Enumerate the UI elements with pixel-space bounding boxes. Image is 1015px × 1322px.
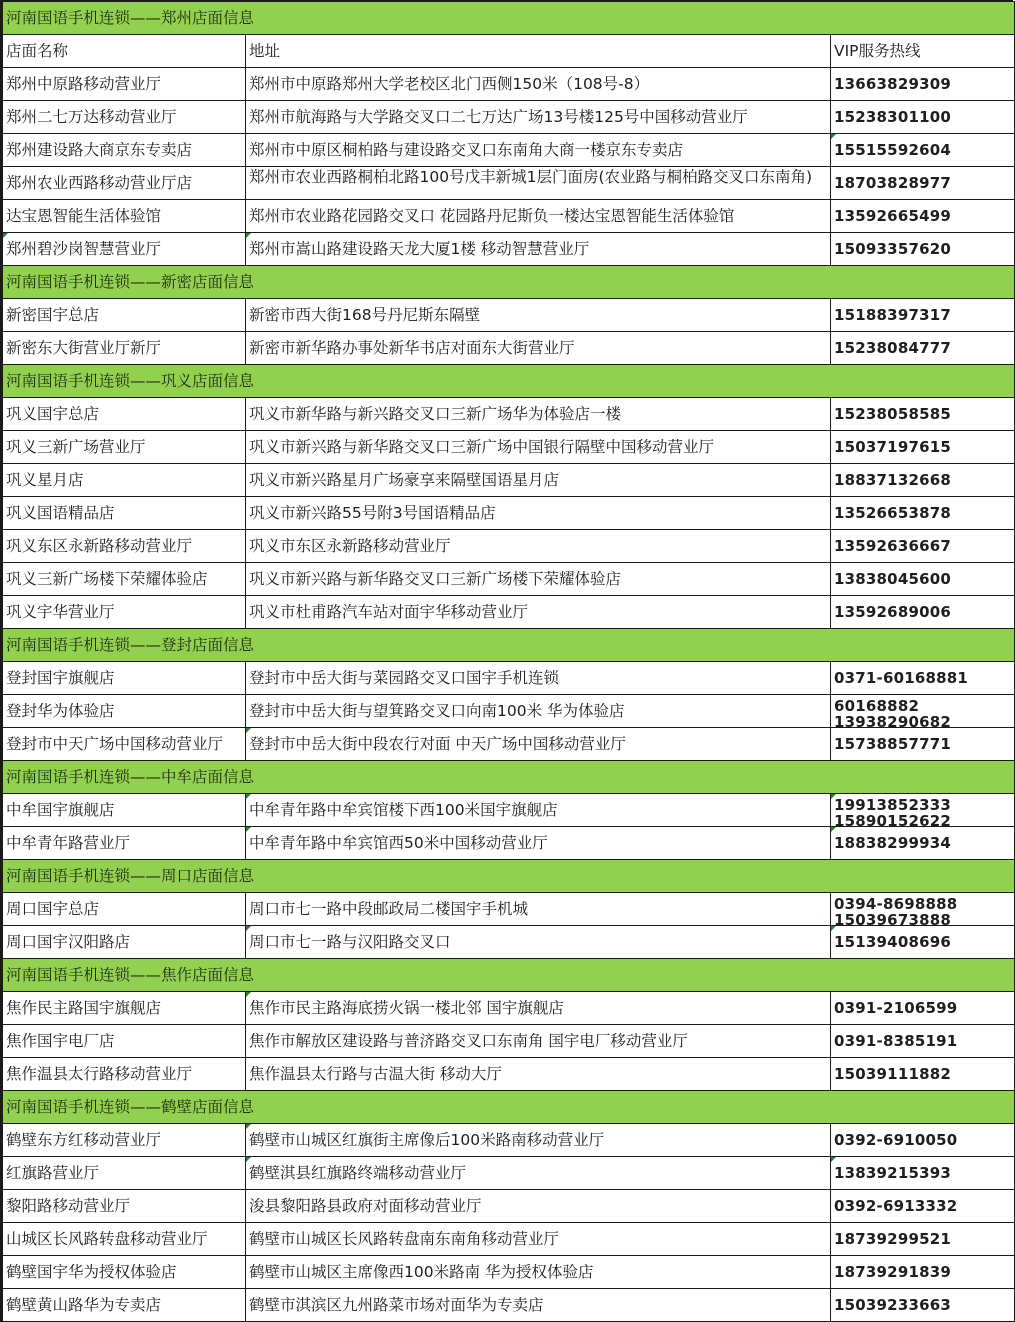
store-phone[interactable]: 15093357620: [831, 233, 1015, 266]
table-row: [3, 1289, 1015, 1322]
store-address[interactable]: 巩义市新兴路星月广场豪享来隔壁国语星月店: [246, 464, 831, 497]
store-address[interactable]: 焦作温县太行路与古温大街 移动大厅: [246, 1058, 831, 1091]
store-name[interactable]: 新密国宇总店: [3, 299, 246, 332]
section-header-hebi: [3, 1091, 1015, 1124]
store-address[interactable]: 巩义市东区永新路移动营业厅: [246, 530, 831, 563]
store-phone[interactable]: 15039111882: [831, 1058, 1015, 1091]
table-row: [3, 530, 1015, 563]
store-name[interactable]: 新密东大街营业厅新厅: [3, 332, 246, 365]
store-phone[interactable]: 13838045600: [831, 563, 1015, 596]
section-title: 河南国语手机连锁——周口店面信息: [3, 860, 1015, 893]
store-address[interactable]: 郑州市航海路与大学路交叉口二七万达广场13号楼125号中国移动营业厅: [246, 101, 831, 134]
store-phone: 19913852333: [834, 796, 952, 814]
store-address[interactable]: 巩义市新兴路55号附3号国语精品店: [246, 497, 831, 530]
table-row: [3, 794, 1015, 827]
store-address[interactable]: 鹤壁淇县红旗路终端移动营业厅: [246, 1157, 831, 1190]
section-header-xinmi: [3, 266, 1015, 299]
store-name[interactable]: 巩义国语精品店: [3, 497, 246, 530]
table-row: [3, 398, 1015, 431]
store-phone[interactable]: 13592689006: [831, 596, 1015, 629]
store-address[interactable]: 鹤壁市山城区主席像西100米路南 华为授权体验店: [246, 1256, 831, 1289]
section-title: 河南国语手机连锁——巩义店面信息: [3, 365, 1015, 398]
section-title: 河南国语手机连锁——登封店面信息: [3, 629, 1015, 662]
store-phone[interactable]: 15039233663: [831, 1289, 1015, 1322]
store-name[interactable]: 巩义东区永新路移动营业厅: [3, 530, 246, 563]
store-address[interactable]: 巩义市新兴路与新华路交叉口三新广场楼下荣耀体验店: [246, 563, 831, 596]
store-phone[interactable]: 0391-8385191: [831, 1025, 1015, 1058]
store-name[interactable]: 登封市中天广场中国移动营业厅: [3, 728, 246, 761]
table-row: [3, 68, 1015, 101]
column-header-address: 地址: [246, 35, 831, 68]
store-phone[interactable]: 13592636667: [831, 530, 1015, 563]
store-phone[interactable]: 15037197615: [831, 431, 1015, 464]
store-phone: 0394-8698888: [834, 895, 958, 913]
store-name[interactable]: 鹤壁黄山路华为专卖店: [3, 1289, 246, 1322]
table-row: [3, 299, 1015, 332]
table-row: [3, 101, 1015, 134]
store-name[interactable]: 黎阳路移动营业厅: [3, 1190, 246, 1223]
store-address[interactable]: 新密市西大街168号丹尼斯东隔壁: [246, 299, 831, 332]
store-phone[interactable]: 13839215393: [831, 1157, 1015, 1190]
section-title: 河南国语手机连锁——新密店面信息: [3, 266, 1015, 299]
store-address[interactable]: 鹤壁市淇滨区九州路菜市场对面华为专卖店: [246, 1289, 831, 1322]
table-row: [3, 332, 1015, 365]
store-phone[interactable]: 13526653878: [831, 497, 1015, 530]
table-row: [3, 200, 1015, 233]
store-name[interactable]: 郑州二七万达移动营业厅: [3, 101, 246, 134]
section-title: 河南国语手机连锁——鹤壁店面信息: [3, 1091, 1015, 1124]
store-phone[interactable]: 18837132668: [831, 464, 1015, 497]
store-phone[interactable]: 15139408696: [831, 926, 1015, 959]
table-row: [3, 596, 1015, 629]
column-header-phone: VIP服务热线: [831, 35, 1015, 68]
store-address[interactable]: 郑州市农业路花园路交叉口 花园路丹尼斯负一楼达宝恩智能生活体验馆: [246, 200, 831, 233]
table-row: [3, 926, 1015, 959]
table-row: [3, 464, 1015, 497]
store-name[interactable]: 巩义宇华营业厅: [3, 596, 246, 629]
store-table: [2, 1, 1015, 1322]
store-address[interactable]: 登封市中岳大街与望箕路交叉口向南100米 华为体验店: [246, 695, 831, 728]
store-name[interactable]: 山城区长风路转盘移动营业厅: [3, 1223, 246, 1256]
store-phone[interactable]: 13663829309: [831, 68, 1015, 101]
store-address[interactable]: 鹤壁市山城区红旗街主席像后100米路南移动营业厅: [246, 1124, 831, 1157]
table-row: [3, 167, 1015, 200]
store-phone[interactable]: 15515592604: [831, 134, 1015, 167]
store-address[interactable]: 登封市中岳大街中段农行对面 中天广场中国移动营业厅: [246, 728, 831, 761]
store-phone[interactable]: 18739291839: [831, 1256, 1015, 1289]
store-name[interactable]: 焦作民主路国宇旗舰店: [3, 992, 246, 1025]
store-address[interactable]: 郑州市农业西路桐柏北路100号戊丰新城1层门面房(农业路与桐柏路交叉口东南角): [246, 167, 831, 200]
store-address[interactable]: 中牟青年路中牟宾馆楼下西100米国宇旗舰店: [246, 794, 831, 827]
section-header-dengfeng: [3, 629, 1015, 662]
store-address[interactable]: 巩义市新兴路与新华路交叉口三新广场中国银行隔壁中国移动营业厅: [246, 431, 831, 464]
section-title: 河南国语手机连锁——焦作店面信息: [3, 959, 1015, 992]
table-row: [3, 662, 1015, 695]
store-phone[interactable]: 18703828977: [831, 167, 1015, 200]
store-name[interactable]: 登封华为体验店: [3, 695, 246, 728]
store-address[interactable]: 中牟青年路中牟宾馆西50米中国移动营业厅: [246, 827, 831, 860]
store-phone-overflow: 15890152622: [834, 812, 952, 830]
section-header-gongyi: [3, 365, 1015, 398]
table-row: [3, 1058, 1015, 1091]
store-name[interactable]: 鹤壁国宇华为授权体验店: [3, 1256, 246, 1289]
store-address[interactable]: 郑州市嵩山路建设路天龙大厦1楼 移动智慧营业厅: [246, 233, 831, 266]
store-phone-cell[interactable]: [831, 794, 1015, 830]
store-phone[interactable]: 0371-60168881: [831, 662, 1015, 695]
store-name[interactable]: 鹤壁东方红移动营业厅: [3, 1124, 246, 1157]
store-name[interactable]: 周口国宇汉阳路店: [3, 926, 246, 959]
store-phone[interactable]: 0392-6913332: [831, 1190, 1015, 1223]
table-row: [3, 992, 1015, 1025]
store-name[interactable]: 周口国宇总店: [3, 893, 246, 926]
table-row: [3, 233, 1015, 266]
table-row: [3, 134, 1015, 167]
section-title: 河南国语手机连锁——郑州店面信息: [3, 2, 1015, 35]
store-address[interactable]: 周口市七一路与汉阳路交叉口: [246, 926, 831, 959]
table-row: [3, 563, 1015, 596]
store-phone[interactable]: 15738857771: [831, 728, 1015, 761]
table-row: [3, 1157, 1015, 1190]
column-header-name: 店面名称: [3, 35, 246, 68]
store-phone-overflow: 15039673888: [834, 911, 952, 929]
section-header-zhongmou: [3, 761, 1015, 794]
store-name[interactable]: 郑州建设路大商京东专卖店: [3, 134, 246, 167]
store-address[interactable]: 巩义市杜甫路汽车站对面宇华移动营业厅: [246, 596, 831, 629]
store-address[interactable]: 焦作市民主路海底捞火锅一楼北邻 国宇旗舰店: [246, 992, 831, 1025]
store-phone-cell[interactable]: [831, 893, 1015, 929]
store-name[interactable]: 达宝恩智能生活体验馆: [3, 200, 246, 233]
store-phone[interactable]: 18739299521: [831, 1223, 1015, 1256]
store-phone-cell[interactable]: [831, 695, 1015, 731]
store-phone: 60168882: [834, 697, 920, 715]
store-name[interactable]: 郑州农业西路移动营业厅店: [3, 167, 246, 200]
table-row: [3, 893, 1015, 926]
store-address[interactable]: 浚县黎阳路县政府对面移动营业厅: [246, 1190, 831, 1223]
store-phone[interactable]: 0391-2106599: [831, 992, 1015, 1025]
store-name[interactable]: 郑州中原路移动营业厅: [3, 68, 246, 101]
store-phone[interactable]: 15188397317: [831, 299, 1015, 332]
table-row: [3, 728, 1015, 761]
store-address[interactable]: 巩义市新华路与新兴路交叉口三新广场华为体验店一楼: [246, 398, 831, 431]
section-header-zhengzhou: [3, 2, 1015, 35]
store-address[interactable]: 鹤壁市山城区长风路转盘南东南角移动营业厅: [246, 1223, 831, 1256]
column-header-row: [3, 35, 1015, 68]
store-name[interactable]: 巩义国宇总店: [3, 398, 246, 431]
table-row: [3, 1256, 1015, 1289]
store-name[interactable]: 巩义星月店: [3, 464, 246, 497]
section-title: 河南国语手机连锁——中牟店面信息: [3, 761, 1015, 794]
store-address[interactable]: 周口市七一路中段邮政局二楼国宇手机城: [246, 893, 831, 926]
store-address[interactable]: 郑州市中原区桐柏路与建设路交叉口东南角大商一楼京东专卖店: [246, 134, 831, 167]
store-phone[interactable]: 0392-6910050: [831, 1124, 1015, 1157]
store-phone[interactable]: 15238058585: [831, 398, 1015, 431]
table-row: [3, 1223, 1015, 1256]
table-row: [3, 497, 1015, 530]
store-name[interactable]: 中牟国宇旗舰店: [3, 794, 246, 827]
store-phone[interactable]: 18838299934: [831, 827, 1015, 860]
store-name[interactable]: 焦作国宇电厂店: [3, 1025, 246, 1058]
store-name[interactable]: 巩义三新广场营业厅: [3, 431, 246, 464]
store-name[interactable]: 焦作温县太行路移动营业厅: [3, 1058, 246, 1091]
section-header-zhoukou: [3, 860, 1015, 893]
store-address[interactable]: 焦作市解放区建设路与普济路交叉口东南角 国宇电厂移动营业厅: [246, 1025, 831, 1058]
store-name[interactable]: 郑州碧沙岗智慧营业厅: [3, 233, 246, 266]
table-row: [3, 1025, 1015, 1058]
store-address[interactable]: 新密市新华路办事处新华书店对面东大街营业厅: [246, 332, 831, 365]
store-name[interactable]: 红旗路营业厅: [3, 1157, 246, 1190]
store-address[interactable]: 郑州市中原路郑州大学老校区北门西侧150米（108号-8）: [246, 68, 831, 101]
store-name[interactable]: 登封国宇旗舰店: [3, 662, 246, 695]
table-row: [3, 827, 1015, 860]
table-row: [3, 1190, 1015, 1223]
table-row: [3, 695, 1015, 728]
store-phone-overflow: 13938290682: [834, 713, 952, 731]
section-header-jiaozuo: [3, 959, 1015, 992]
store-phone[interactable]: 15238084777: [831, 332, 1015, 365]
store-address[interactable]: 登封市中岳大街与菜园路交叉口国宇手机连锁: [246, 662, 831, 695]
store-phone[interactable]: 13592665499: [831, 200, 1015, 233]
table-row: [3, 431, 1015, 464]
store-phone[interactable]: 15238301100: [831, 101, 1015, 134]
table-row: [3, 1124, 1015, 1157]
store-name[interactable]: 巩义三新广场楼下荣耀体验店: [3, 563, 246, 596]
store-name[interactable]: 中牟青年路营业厅: [3, 827, 246, 860]
